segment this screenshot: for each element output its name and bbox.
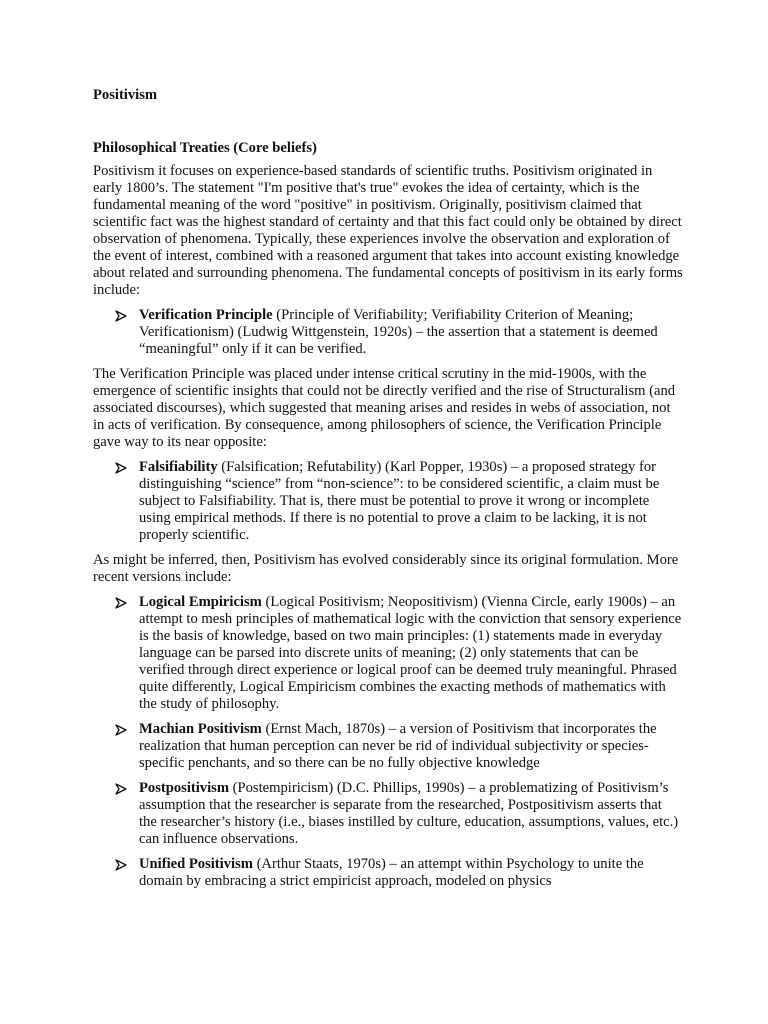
list-item (93, 594, 683, 713)
intro-paragraph: Positivism it focuses on experience-based standards of scientific truths. Positivism originated in early 1800’s. The statement "I'm positive that's true" evokes the idea of certainty, which is the fundamental meaning of the word "positive" in positivism. Originally, positivism claimed that scientific fact was the highest standard of certainty and that this fact could only be obtained by direct observation of phenomena. Typically, these experiences involve the observation and exploration of the event of interest, combined with a reasoned argument that takes into account existing knowledge about related and surrounding phenomena. The fundamental concepts of positivism in its early forms include: (93, 163, 683, 298)
list-item (93, 307, 683, 358)
term-description: (Postempiricism) (D.C. Phillips, 1990s) – a problematizing of Positivism’s assumption that the researcher is separate from the researched, Postpositivism asserts that the researcher’s history (i.e., biases instilled by culture, education, assumptions, values, etc.) can influence observations. (139, 780, 679, 847)
evolution-paragraph: As might be inferred, then, Positivism has evolved considerably since its original formulation. More recent versions include: (93, 552, 679, 585)
term-description: (Falsification; Refutability) (Karl Popper, 1930s) – a proposed strategy for distinguishing “science” from “non-science”: to be considered scientific, a claim must be subject to Falsifiability. That is, there must be potential to prove it wrong or incomplete using empirical methods. If there is no potential to prove a claim to be lacking, it is not properly scientific. (139, 459, 660, 543)
term-logical-empiricism: Logical Empiricism (139, 594, 262, 610)
section-heading: Philosophical Treaties (Core beliefs) (93, 140, 317, 156)
arrow-bullet-icon (115, 462, 127, 474)
list-item (93, 780, 683, 848)
term-unified-positivism: Unified Positivism (139, 856, 253, 872)
term-description: (Ernst Mach, 1870s) – a version of Positivism that incorporates the realization that human perception can never be rid of individual subjectivity or species-specific penchants, and so there can be no fully objective knowledge (139, 721, 657, 771)
arrow-bullet-icon (115, 783, 127, 795)
list-item (93, 856, 683, 890)
recent-versions-list (93, 594, 683, 890)
term-verification-principle: Verification Principle (139, 307, 273, 323)
term-description: (Logical Positivism; Neopositivism) (Vienna Circle, early 1900s) – an attempt to mesh principles of mathematical logic with the conviction that sensory experience is the basis of knowledge, based on two main principles: (1) statements made in everyday language can be parsed into discrete units of meaning; (2) only statements that can be verified through direct experience or logical proof can be deemed truly meaningful. Phrased quite differently, Logical Empiricism combines the exacting methods of mathematics with the study of philosophy. (139, 594, 682, 712)
document-content (93, 87, 683, 890)
arrow-bullet-icon (115, 724, 127, 736)
early-concepts-list (93, 307, 683, 358)
arrow-bullet-icon (115, 310, 127, 322)
document-title: Positivism (93, 87, 158, 103)
term-description: (Arthur Staats, 1970s) – an attempt within Psychology to unite the domain by embracing a strict empiricist approach, modeled on physics (139, 856, 644, 889)
list-item (93, 459, 683, 544)
term-description: (Principle of Verifiability; Verifiability Criterion of Meaning; Verificationism) (Ludwig Wittgenstein, 1920s) – the assertion that a statement is deemed “meaningful” only if it can be verified. (139, 307, 658, 357)
term-postpositivism: Postpositivism (139, 780, 229, 796)
term-falsifiability: Falsifiability (139, 459, 218, 475)
arrow-bullet-icon (115, 859, 127, 871)
opposite-concepts-list (93, 459, 683, 544)
arrow-bullet-icon (115, 597, 127, 609)
term-machian-positivism: Machian Positivism (139, 721, 262, 737)
verification-paragraph: The Verification Principle was placed under intense critical scrutiny in the mid-1900s, with the emergence of scientific insights that could not be directly verified and the rise of Structuralism (and associated discourses), which suggested that meaning arises and resides in webs of association, not in acts of verification. By consequence, among philosophers of science, the Verification Principle gave way to its near opposite: (93, 366, 676, 450)
list-item (93, 721, 683, 772)
